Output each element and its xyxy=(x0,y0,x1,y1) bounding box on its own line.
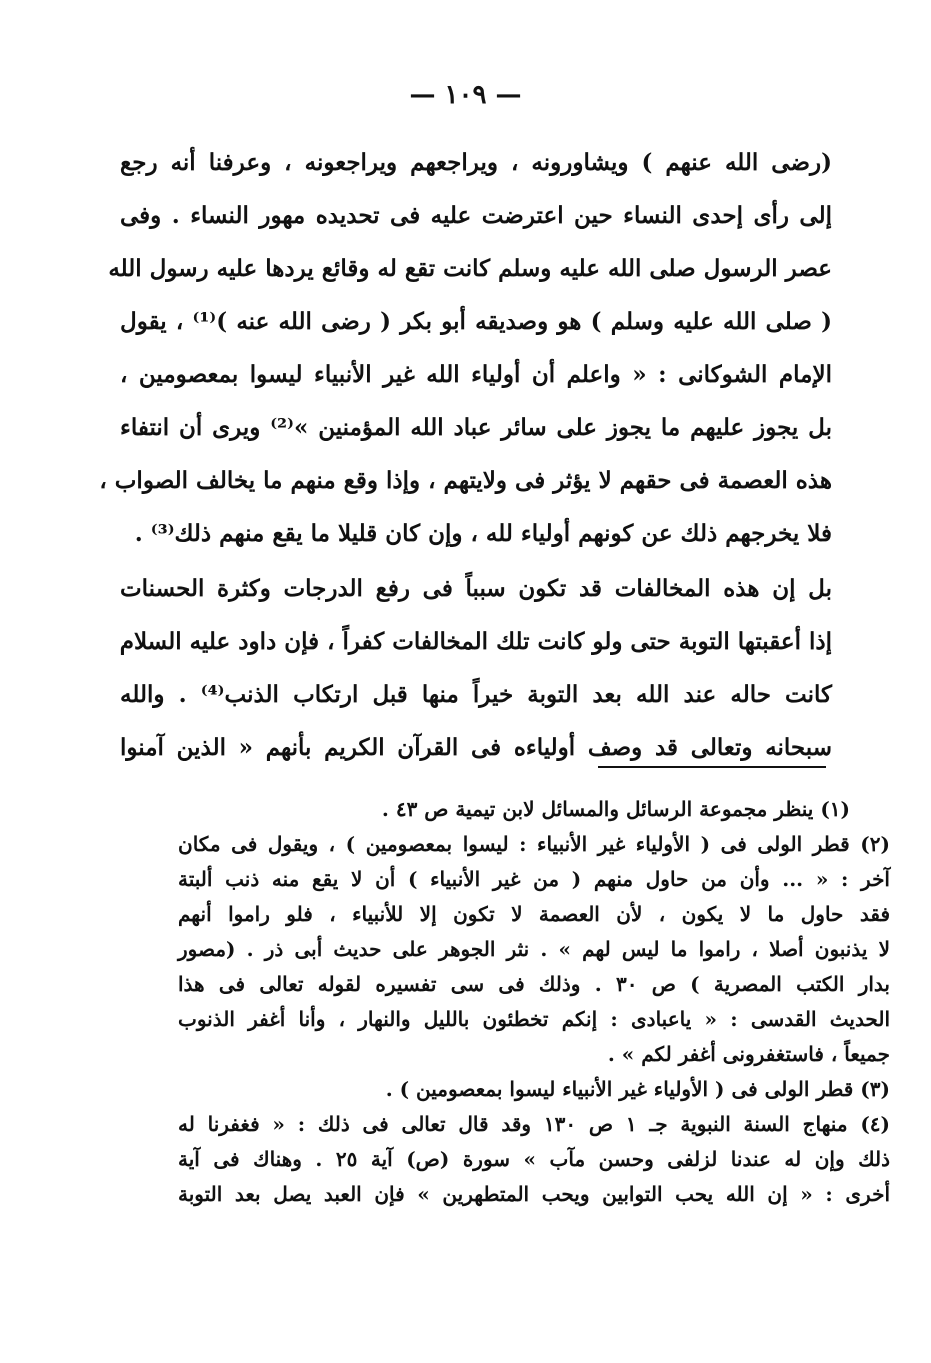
text-line: إلى رأى إحدى النساء حين اعترضت عليه فى تحديده مهور النساء . وفى xyxy=(120,202,832,229)
footnote-line: (١) ينظر مجموعة الرسائل والمسائل لابن تيمية ص ٤٣ . xyxy=(381,797,850,821)
footnote-line: بدار الكتب المصرية ) ص ٣٠ . وذلك فى سى تفسيره لقوله تعالى فى هذا xyxy=(178,972,890,996)
footnote-line: ذلك وإن له عندنا لزلفى وحسن مآب » سورة (ص) آية ٢٥ . وهناك فى آية xyxy=(178,1147,890,1171)
text-line: سبحانه وتعالى قد وصف أولياءه فى القرآن الكريم بأنهم « الذين آمنوا xyxy=(120,734,832,761)
text-line: بل يجوز عليهم ما يجوز على سائر عباد الله المؤمنين »⁽²⁾ ويرى أن انتفاء xyxy=(120,414,832,441)
text-line: الإمام الشوكانى : « واعلم أن أولياء الله غير الأنبياء ليسوا بمعصومين ، xyxy=(120,361,832,388)
paragraph-2 xyxy=(120,562,832,774)
footnote-line: الحديث القدسى : « ياعبادى : إنكم تخطئون بالليل والنهار ، وأنا أغفر الذنوب xyxy=(178,1007,890,1031)
footnote-line: لا يذنبون أصلا ، راموا ما ليس لهم » . نثر الجوهر على حديث أبى ذر . (مصور xyxy=(178,937,890,961)
footnote-line: أخرى : « إن الله يحب التوابين ويحب المتطهرين » فإن العبد يصل بعد التوبة xyxy=(178,1182,890,1206)
text-line: كانت حاله عند الله بعد التوبة خيراً منها قبل ارتكاب الذنب⁽⁴⁾ . والله xyxy=(120,681,832,708)
footnote-line: (٢) قطر الولى فى ( الأولياء غير الأنبياء : ليسوا بمعصومين ) ، ويقول فى مكان xyxy=(178,832,890,856)
footnote-line: آخر : « ... وأن من حاول منهم ( من غير الأنبياء ) أن لا يقع منه ذنب ألبتة xyxy=(178,867,890,891)
text-line: ( صلى الله عليه وسلم ) هو وصديقه أبو بكر ( رضى الله عنه )⁽¹⁾ ، يقول xyxy=(120,308,832,335)
footnote-line: فقد حاول ما لا يكون ، لأن العصمة لا تكون إلا للأنبياء ، فلو راموا أنهم xyxy=(178,902,890,926)
footnote-divider xyxy=(598,766,826,768)
page-number: — ١٠٩ — xyxy=(409,80,522,110)
text-line: إذا أعقبتها التوبة حتى ولو كانت تلك المخالفات كفراً ، فإن داود عليه السلام xyxy=(119,628,832,655)
footnotes xyxy=(178,792,890,1212)
footnote-line: جميعاً ، فاستغفرونى أغفر لكم » . xyxy=(607,1042,890,1066)
footnote-line: (٤) منهاج السنة النبوية جـ ١ ص ١٣٠ وقد قال تعالى فى ذلك : « فغفرنا له xyxy=(178,1112,891,1136)
text-line: فلا يخرجهم ذلك عن كونهم أولياء لله ، وإن كان قليلا ما يقع منهم ذلك⁽³⁾ . xyxy=(134,520,832,547)
text-line: هذه العصمة فى حقهم لا يؤثر فى ولايتهم ، وإذا وقع منهم ما يخالف الصواب ، xyxy=(99,467,832,494)
footnote-line: (٣) قطر الولى فى ( الأولياء غير الأنبياء ليسوا بمعصومين ) . xyxy=(385,1077,890,1101)
text-line: عصر الرسول صلى الله عليه وسلم كانت تقع له وقائع يردها عليه رسول الله xyxy=(108,255,832,282)
text-line: بل إن هذه المخالفات قد تكون سبباً فى رفع الدرجات وكثرة الحسنات xyxy=(120,575,832,602)
paragraph-1 xyxy=(99,136,832,560)
text-line: (رضى الله عنهم ) ويشاورونه ، ويراجعهم ويراجعونه ، وعرفنا أنه رجع xyxy=(120,149,832,176)
